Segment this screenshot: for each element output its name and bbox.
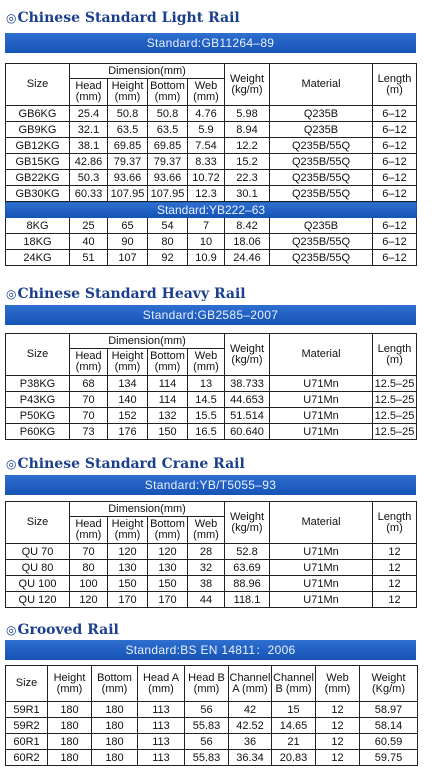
header-bottom [148,79,188,106]
header-label-line: Bottom [150,350,185,362]
table-cell: 113 [138,718,185,734]
table-row [6,122,417,138]
header-material: Material [270,502,373,544]
table-cell: 113 [138,702,185,718]
table-cell: 130 [108,560,148,576]
table-row [6,170,417,186]
header-head-b [185,666,229,702]
table-cell: 180 [48,750,92,766]
light-rail-table [5,63,417,266]
heavy-rail-title: ◎Chinese Standard Heavy Rail [6,286,246,302]
circle-mark-icon: ◎ [6,457,17,471]
table-cell: 120 [148,544,188,560]
header-label-line: (mm) [154,361,181,373]
light-rail-standard2-band: Standard:YB222–63 [6,202,417,218]
table-cell: 69.85 [148,138,188,154]
table-cell: P50KG [6,408,70,424]
table-row [6,718,418,734]
table-cell: 38.733 [225,376,270,392]
header-label-line: Weight [229,342,265,355]
table-cell: 14.65 [272,718,316,734]
header-web [316,666,360,702]
header-label-line: Head [75,80,102,92]
header-label-line: (mm) [193,682,220,695]
table-cell: 10 [188,234,225,250]
table-cell: 12 [373,592,417,608]
table-row [6,138,417,154]
table-cell: 59.75 [360,750,418,766]
header-label-line: (kg/m) [231,83,263,96]
table-cell: 140 [108,392,148,408]
table-cell: 65 [108,218,148,234]
header-height [108,349,148,376]
table-cell: U71Mn [270,376,373,392]
table-row [6,544,417,560]
header-label-line: Web [194,350,218,362]
table-cell: 6–12 [373,122,417,138]
header-label-line: B (mm) [275,682,312,695]
table-cell: 12.5–25 [373,376,417,392]
grooved-rail-standard-band: Standard:BS EN 14811：2006 [5,640,416,660]
table-cell: 50.3 [70,170,108,186]
table-row [6,734,418,750]
table-cell: 63.5 [108,122,148,138]
table-cell: 38.1 [70,138,108,154]
table-cell: 32 [188,560,225,576]
table-cell: 118.1 [225,592,270,608]
header-material: Material [270,64,373,106]
table-cell: 12 [316,734,360,750]
table-cell: U71Mn [270,576,373,592]
table-row [6,186,417,202]
table-cell: 24.46 [225,250,270,266]
table-cell: 92 [148,250,188,266]
header-label-line: Head [75,518,102,530]
table-cell: 20.83 [272,750,316,766]
table-cell: 60R2 [6,750,48,766]
table-cell: 180 [48,718,92,734]
header-label-line: (mm) [101,682,128,695]
header-channel-a [229,666,272,702]
table-cell: QU 70 [6,544,70,560]
table-cell: 170 [148,592,188,608]
header-web [188,517,225,544]
table-cell: 114 [148,376,188,392]
header-label-line: Web [326,671,349,684]
table-row [6,234,417,250]
table-cell: 130 [148,560,188,576]
light-rail-title: ◎Chinese Standard Light Rail [6,10,240,26]
header-web [188,79,225,106]
header-dimension: Dimension(mm) [70,502,225,517]
header-label-line: Height [53,671,86,684]
table-cell: 60.640 [225,424,270,440]
table-cell: 15 [272,702,316,718]
table-cell: 12.3 [188,186,225,202]
grooved-rail-table [5,665,418,766]
table-cell: 59R2 [6,718,48,734]
table-cell: 132 [148,408,188,424]
table-cell: 42 [229,702,272,718]
header-label-line: (mm) [193,361,219,373]
table-cell: 12.5–25 [373,424,417,440]
table-cell: 113 [138,750,185,766]
header-label-line: (m) [386,521,403,534]
header-label-line: (mm) [75,529,102,541]
header-channel-b [272,666,316,702]
table-cell: 24KG [6,250,70,266]
header-label-line: Bottom [150,80,185,92]
table-row [6,376,417,392]
header-head [70,517,108,544]
table-cell: GB12KG [6,138,70,154]
table-cell: U71Mn [270,544,373,560]
table-cell: 63.69 [225,560,270,576]
table-cell: 28 [188,544,225,560]
table-cell: 69.85 [108,138,148,154]
table-cell: 79.37 [108,154,148,170]
header-label-line: Weight [229,510,265,523]
table-cell: 6–12 [373,218,417,234]
table-cell: 63.5 [148,122,188,138]
header-label-line: Bottom [97,671,132,684]
table-cell: 12 [373,576,417,592]
header-bottom [148,349,188,376]
table-row [6,250,417,266]
header-weight [225,64,270,106]
grooved-rail-title: ◎Grooved Rail [6,622,119,638]
header-label-line: Length [377,342,412,355]
table-cell: 44.653 [225,392,270,408]
table-cell: 54 [148,218,188,234]
table-row [6,576,417,592]
header-height [108,79,148,106]
table-cell: Q235B [270,106,373,122]
table-cell: Q235B [270,122,373,138]
header-dimension: Dimension(mm) [70,334,225,349]
table-row [6,424,417,440]
header-length [373,64,417,106]
table-cell: 30.1 [225,186,270,202]
table-cell: 7 [188,218,225,234]
table-cell: 36 [229,734,272,750]
crane-rail-table [5,501,417,608]
table-cell: 40 [70,234,108,250]
header-label-line: Bottom [150,518,185,530]
circle-mark-icon: ◎ [6,11,17,25]
heavy-rail-table [5,333,417,440]
header-label-line: Channel [229,671,271,684]
table-cell: 52.8 [225,544,270,560]
table-cell: 58.97 [360,702,418,718]
table-cell: 8.42 [225,218,270,234]
header-label-line: Head A [142,671,180,684]
header-weight [225,502,270,544]
header-label-line: (mm) [154,91,181,103]
header-label-line: Height [111,80,144,92]
header-label-line: (mm) [114,91,141,103]
header-label-line: A (mm) [232,682,268,695]
table-cell: 73 [70,424,108,440]
header-label-line: (mm) [154,529,181,541]
header-label-line: Head [75,350,102,362]
table-cell: 60.59 [360,734,418,750]
table-cell: 50.8 [108,106,148,122]
table-cell: QU 120 [6,592,70,608]
heavy-rail-standard-band: Standard:GB2585–2007 [5,305,416,325]
table-cell: U71Mn [270,592,373,608]
circle-mark-icon: ◎ [6,623,17,637]
table-cell: 12 [373,544,417,560]
table-cell: 100 [70,576,108,592]
table-cell: U71Mn [270,408,373,424]
header-head-a [138,666,185,702]
header-label-line: (m) [386,353,403,366]
table-cell: 38 [188,576,225,592]
header-label-line: Height [111,350,144,362]
table-cell: 18.06 [225,234,270,250]
table-cell: 70 [70,408,108,424]
table-cell: 6–12 [373,154,417,170]
table-cell: 60R1 [6,734,48,750]
table-cell: 15.2 [225,154,270,170]
table-cell: 8.33 [188,154,225,170]
header-size: Size [6,64,70,106]
header-length [373,502,417,544]
table-cell: 150 [108,576,148,592]
table-cell: 93.66 [148,170,188,186]
header-weight [225,334,270,376]
light-rail-standard-band: Standard:GB11264–89 [5,33,416,53]
table-cell: P60KG [6,424,70,440]
table-cell: 21 [272,734,316,750]
crane-rail-standard-band: Standard:YB/T5055–93 [5,475,416,495]
table-row [6,218,417,234]
header-head [70,349,108,376]
table-cell: 32.1 [70,122,108,138]
table-cell: 15.5 [188,408,225,424]
table-cell: Q235B/55Q [270,170,373,186]
header-head [70,79,108,106]
table-row [6,560,417,576]
table-cell: 12 [373,560,417,576]
table-cell: 107.95 [108,186,148,202]
table-cell: 180 [92,718,138,734]
table-cell: 114 [148,392,188,408]
table-cell: U71Mn [270,560,373,576]
header-label-line: (kg/m) [231,353,263,366]
table-cell: 18KG [6,234,70,250]
table-cell: 51.514 [225,408,270,424]
table-cell: 150 [148,424,188,440]
header-label-line: (m) [386,83,403,96]
header-label-line: (mm) [75,361,102,373]
table-cell: 176 [108,424,148,440]
table-cell: 6–12 [373,106,417,122]
table-cell: 51 [70,250,108,266]
crane-rail-title: ◎Chinese Standard Crane Rail [6,456,245,472]
table-cell: 12.2 [225,138,270,154]
table-cell: U71Mn [270,424,373,440]
table-cell: 180 [92,750,138,766]
header-web [188,349,225,376]
table-cell: 170 [108,592,148,608]
table-cell: QU 80 [6,560,70,576]
table-cell: 107 [108,250,148,266]
header-size: Size [6,334,70,376]
table-cell: 152 [108,408,148,424]
table-cell: 6–12 [373,138,417,154]
table-cell: 14.5 [188,392,225,408]
header-label-line: Height [111,518,144,530]
table-cell: 42.86 [70,154,108,170]
table-cell: Q235B/55Q [270,250,373,266]
table-cell: 10.9 [188,250,225,266]
table-cell: 93.66 [108,170,148,186]
table-row [6,592,417,608]
table-cell: 6–12 [373,186,417,202]
header-weight [360,666,418,702]
table-cell: GB6KG [6,106,70,122]
header-height [48,666,92,702]
table-cell: 58.14 [360,718,418,734]
table-cell: 25.4 [70,106,108,122]
table-cell: GB9KG [6,122,70,138]
table-cell: GB15KG [6,154,70,170]
table-cell: 70 [70,544,108,560]
table-cell: 5.98 [225,106,270,122]
table-cell: 56 [185,734,229,750]
table-cell: 180 [48,734,92,750]
table-cell: 55.83 [185,750,229,766]
table-cell: 55.83 [185,718,229,734]
table-cell: 68 [70,376,108,392]
header-label-line: Channel [273,671,314,684]
table-cell: 12.5–25 [373,392,417,408]
table-cell: 8.94 [225,122,270,138]
table-cell: 22.3 [225,170,270,186]
table-cell: 8KG [6,218,70,234]
header-label-line: Length [377,72,412,85]
table-cell: 59R1 [6,702,48,718]
table-cell: 6–12 [373,234,417,250]
header-label-line: (Kg/m) [372,682,405,695]
header-material: Material [270,334,373,376]
table-cell: 88.96 [225,576,270,592]
table-cell: 90 [108,234,148,250]
table-cell: GB22KG [6,170,70,186]
header-label-line: Weight [371,671,406,684]
table-cell: 113 [138,734,185,750]
table-cell: Q235B/55Q [270,186,373,202]
table-cell: 56 [185,702,229,718]
header-label-line: (mm) [75,91,102,103]
table-cell: 5.9 [188,122,225,138]
table-cell: P38KG [6,376,70,392]
table-cell: 120 [108,544,148,560]
header-dimension: Dimension(mm) [70,64,225,79]
header-label-line: (mm) [114,361,141,373]
table-cell: 50.8 [148,106,188,122]
table-cell: Q235B/55Q [270,138,373,154]
header-label-line: (mm) [148,682,174,695]
table-cell: Q235B/55Q [270,154,373,170]
table-row [6,154,417,170]
table-cell: Q235B [270,218,373,234]
table-cell: 42.52 [229,718,272,734]
table-cell: 180 [92,702,138,718]
header-label-line: Web [194,518,218,530]
table-cell: 12 [316,750,360,766]
header-size: Size [6,502,70,544]
header-label-line: Head B [188,671,225,684]
table-cell: 12 [316,718,360,734]
table-cell: 16.5 [188,424,225,440]
table-cell: 6–12 [373,250,417,266]
table-cell: 6–12 [373,170,417,186]
table-cell: 134 [108,376,148,392]
table-cell: P43KG [6,392,70,408]
table-cell: 79.37 [148,154,188,170]
header-label-line: (mm) [193,529,219,541]
header-bottom [92,666,138,702]
table-cell: 180 [92,734,138,750]
table-cell: 7.54 [188,138,225,154]
table-cell: 120 [70,592,108,608]
header-label-line: (mm) [193,91,219,103]
table-row [6,106,417,122]
header-length [373,334,417,376]
table-cell: 60.33 [70,186,108,202]
table-cell: 4.76 [188,106,225,122]
table-cell: Q235B/55Q [270,234,373,250]
table-cell: GB30KG [6,186,70,202]
header-label-line: (mm) [114,529,141,541]
table-cell: 36.34 [229,750,272,766]
header-bottom [148,517,188,544]
table-cell: 80 [148,234,188,250]
table-cell: 10.72 [188,170,225,186]
header-label-line: Length [377,510,412,523]
table-cell: 12.5–25 [373,408,417,424]
header-label-line: Web [194,80,218,92]
table-cell: 12 [316,702,360,718]
table-cell: 44 [188,592,225,608]
header-height [108,517,148,544]
table-row [6,750,418,766]
circle-mark-icon: ◎ [6,287,17,301]
table-row [6,408,417,424]
table-cell: 150 [148,576,188,592]
header-size: Size [6,666,48,702]
table-row [6,392,417,408]
table-cell: QU 100 [6,576,70,592]
header-label-line: (mm) [56,682,83,695]
header-label-line: Weight [229,72,265,85]
header-label-line: (mm) [324,682,351,695]
table-cell: 107.95 [148,186,188,202]
table-cell: 13 [188,376,225,392]
table-cell: 70 [70,392,108,408]
table-cell: 80 [70,560,108,576]
table-cell: 180 [48,702,92,718]
table-row [6,702,418,718]
table-cell: U71Mn [270,392,373,408]
header-label-line: (kg/m) [231,521,263,534]
table-cell: 25 [70,218,108,234]
